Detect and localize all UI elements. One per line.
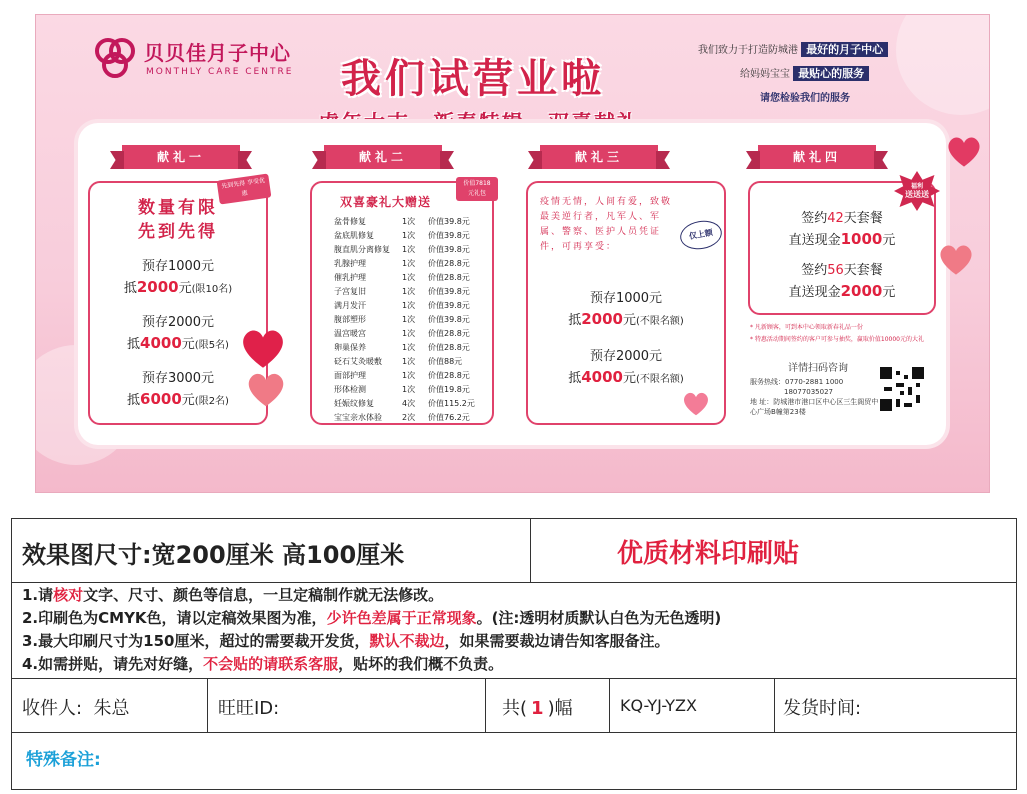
slogan-line-3: 请您检验我们的服务 <box>760 93 850 104</box>
card-4-package-2-cash <box>750 281 934 300</box>
card-4-note-1: * 凡新顾客，可到本中心领取新春礼品一份 <box>750 324 863 331</box>
rule-3 <box>22 629 669 653</box>
rules-cell <box>12 583 1016 679</box>
gift-value: 价值39.8元 <box>428 315 470 324</box>
card-3-tier-1-deduct <box>528 309 724 328</box>
deduct-label: 抵 <box>123 281 137 296</box>
deduct-amount: 4000 <box>140 334 182 352</box>
deduct-limit: (不限名额) <box>635 374 684 385</box>
gift-value: 价值19.8元 <box>428 385 470 394</box>
special-note-label: 特殊备注: <box>26 750 101 770</box>
brand-logo-icon <box>92 35 138 81</box>
deduct-unit: 元 <box>622 371 636 386</box>
cash-pre: 直送现金 <box>788 285 841 300</box>
gift-row <box>334 285 484 299</box>
package-days: 42 <box>827 211 844 226</box>
card-3-tier-2-prestore: 预存2000元 <box>589 349 663 364</box>
card-4-burst-text: 送送送 <box>905 190 929 199</box>
rule-2 <box>22 606 721 630</box>
deduct-label: 抵 <box>568 313 582 328</box>
size-value: 宽200厘米 高100厘米 <box>151 541 405 569</box>
brand-english-name: MONTHLY CARE CENTRE <box>146 67 294 77</box>
gift-value: 价值28.8元 <box>428 343 470 352</box>
product-code: KQ-YJ-YZX <box>620 696 697 715</box>
card-1-tier-2-prestore: 预存2000元 <box>141 315 215 330</box>
heart-balloon-icon <box>246 371 286 409</box>
poster-artwork <box>35 14 990 493</box>
cash-amount: 1000 <box>840 230 883 248</box>
gift-count: 1次 <box>402 371 416 380</box>
value-badge-amount: 价值7818 <box>463 180 491 187</box>
rule-1 <box>22 583 443 607</box>
slogan-1-highlight: 最好的月子中心 <box>801 42 888 57</box>
deduct-label: 抵 <box>127 337 141 352</box>
deduct-amount: 4000 <box>581 368 623 386</box>
card-3-tier-1-prestore: 预存1000元 <box>589 291 663 306</box>
count-pre: 共( <box>502 698 528 719</box>
gift-row <box>334 411 484 425</box>
gift-row <box>334 299 484 313</box>
gift-name: 宝宝亲水体验 <box>334 413 382 422</box>
card-3-text: 疫情无情，人间有爱，致敬最美逆行者，凡军人、军属、警察、医护人员凭证件，可再享受： <box>540 197 673 252</box>
gift-row <box>334 327 484 341</box>
card-3-tier-2-deduct <box>528 367 724 386</box>
qr-code-icon <box>880 367 924 411</box>
deduct-amount: 2000 <box>136 278 179 296</box>
gift-count: 1次 <box>402 245 416 254</box>
gift-count: 1次 <box>402 259 416 268</box>
recipient <box>22 694 130 720</box>
gift-value: 价值28.8元 <box>428 371 470 380</box>
wangwang-cell <box>208 679 486 733</box>
gift-value: 价值39.8元 <box>428 217 470 226</box>
gift-count: 1次 <box>402 273 416 282</box>
spec-table <box>11 518 1017 790</box>
slogan-2-highlight: 最贴心的服务 <box>793 66 869 81</box>
gift-name: 形体检测 <box>334 385 366 394</box>
ribbon-gift-3: 献礼三 <box>540 145 658 169</box>
deduct-limit: (不限名额) <box>635 316 684 327</box>
gift-name: 催乳护理 <box>334 273 366 282</box>
gift-value: 价值88元 <box>428 357 463 366</box>
package-days: 56 <box>827 263 844 278</box>
address: 防城港市港口区中心区三生阁贸中心广场B幢第23楼 <box>750 398 879 416</box>
gift-row <box>334 313 484 327</box>
size-label: 效果图尺寸: <box>22 541 152 569</box>
rule-highlight: 核对 <box>53 586 84 604</box>
gift-value: 价值28.8元 <box>428 259 470 268</box>
rule-4 <box>22 652 503 676</box>
heart-balloon-icon <box>938 243 974 277</box>
count-cell <box>486 679 610 733</box>
phone-2: 18077035027 <box>784 388 833 396</box>
gift-card-1 <box>88 177 268 425</box>
rule-text: ，如果需要裁边请告知客服备注。 <box>444 632 670 650</box>
ribbon-gift-2: 献礼二 <box>324 145 442 169</box>
ribbon-gift-1: 献礼一 <box>122 145 240 169</box>
gift-row <box>334 369 484 383</box>
address-label: 地 址： <box>750 398 774 406</box>
card-2-headline: 双喜豪礼大赠送 <box>340 195 432 209</box>
gift-row <box>334 341 484 355</box>
gift-row <box>334 355 484 369</box>
card-3-stamp: 仅上额 <box>678 218 724 253</box>
gift-value: 价值39.8元 <box>428 231 470 240</box>
recipient-cell <box>12 679 208 733</box>
card-4-package-1-sign <box>750 207 934 226</box>
material-cell <box>531 519 1016 583</box>
size-cell <box>12 519 531 583</box>
gift-value: 价值39.8元 <box>428 245 470 254</box>
card-1-headline-1: 数量有限 <box>138 198 218 218</box>
gift-row <box>334 271 484 285</box>
gift-name: 满月发汗 <box>334 301 366 310</box>
deduct-unit: 元 <box>181 337 195 352</box>
gift-value: 价值28.8元 <box>428 273 470 282</box>
size-text <box>22 535 404 570</box>
gift-value: 价值28.8元 <box>428 329 470 338</box>
gift-count: 2次 <box>402 413 416 422</box>
card-4-note-2: * 特惠活动期间签约的客户可参与抽奖，赢取价值10000元的大礼 <box>750 336 924 343</box>
gift-list <box>334 215 484 427</box>
gift-count: 1次 <box>402 231 416 240</box>
cash-unit: 元 <box>882 285 896 300</box>
rule-text: 。(注:透明材质默认白色为无色透明) <box>476 609 722 627</box>
gift-count: 1次 <box>402 217 416 226</box>
heart-balloon-icon <box>946 135 982 169</box>
gift-count: 1次 <box>402 343 416 352</box>
card-2-value-badge <box>456 177 498 201</box>
cash-unit: 元 <box>882 233 896 248</box>
special-note-cell <box>12 733 1016 789</box>
rule-text: 文字、尺寸、颜色等信息，一旦定稿制作就无法修改。 <box>83 586 444 604</box>
code-cell <box>610 679 775 733</box>
gift-name: 面部护理 <box>334 371 366 380</box>
rule-text: ，贴坏的我们概不负责。 <box>338 655 504 673</box>
sign-post: 天套餐 <box>843 211 883 226</box>
gift-row <box>334 383 484 397</box>
deduct-label: 抵 <box>127 393 141 408</box>
deduct-amount: 6000 <box>140 390 182 408</box>
count <box>502 694 573 720</box>
deduct-unit: 元 <box>178 281 192 296</box>
gift-name: 卵巢保养 <box>334 343 366 352</box>
phone-1: 0770-2881 1000 <box>785 378 844 386</box>
gift-value: 价值76.2元 <box>428 413 470 422</box>
deduct-limit: (限10名) <box>191 284 233 295</box>
value-badge-sub: 元礼包 <box>467 190 486 197</box>
cash-amount: 2000 <box>840 282 883 300</box>
offers-board <box>78 123 946 445</box>
deduct-limit: (限5名) <box>194 340 229 351</box>
gift-count: 4次 <box>402 399 416 408</box>
gift-name: 盆骨修复 <box>334 217 366 226</box>
qr-label: 详情扫码咨询 <box>788 363 848 374</box>
card-4-package-2-sign <box>750 259 934 278</box>
gift-row <box>334 229 484 243</box>
gift-name: 腹直肌分离修复 <box>334 245 390 254</box>
slogan-line-1 <box>698 41 888 57</box>
gift-count: 1次 <box>402 315 416 324</box>
gift-count: 1次 <box>402 301 416 310</box>
rule-text: 1.请 <box>22 586 54 604</box>
gift-name: 砭石艾灸暖敷 <box>334 357 382 366</box>
slogan-line-2 <box>740 65 869 81</box>
gift-row <box>334 397 484 411</box>
rule-highlight: 少许色差属于正常现象 <box>326 609 477 627</box>
sign-pre: 签约 <box>801 211 828 226</box>
phone-label: 服务热线： <box>750 378 785 386</box>
gift-name: 腹部塑形 <box>334 315 366 324</box>
sign-post: 天套餐 <box>843 263 883 278</box>
gift-name: 妊娠纹修复 <box>334 399 374 408</box>
sign-pre: 签约 <box>801 263 828 278</box>
heart-icon <box>682 391 710 417</box>
rule-text: 3.最大印刷尺寸为150厘米，超过的需要裁开发货， <box>22 632 370 650</box>
gift-card-3 <box>526 181 726 425</box>
gift-count: 1次 <box>402 357 416 366</box>
recipient-label: 收件人: <box>22 698 83 719</box>
gift-name: 子宫复旧 <box>334 287 366 296</box>
card-4-package-1-cash <box>750 229 934 248</box>
card-1-tier-3-prestore: 预存3000元 <box>141 371 215 386</box>
rule-text: 4.如需拼贴，请先对好缝， <box>22 655 204 673</box>
deduct-label: 抵 <box>568 371 582 386</box>
poster-title: 我们试营业啦 <box>341 56 605 102</box>
material-text: 优质材料印刷贴 <box>617 539 800 569</box>
card-1-tier-1-deduct <box>90 277 266 296</box>
gift-name: 温宫暖宫 <box>334 329 366 338</box>
cash-pre: 直送现金 <box>788 233 841 248</box>
gift-count: 1次 <box>402 385 416 394</box>
heart-balloon-icon <box>240 327 286 371</box>
ship-time-label: 发货时间: <box>783 698 862 719</box>
gift-card-2 <box>310 181 494 425</box>
card-4-burst-top: 福利 <box>910 183 923 190</box>
ribbon-gift-4: 献礼四 <box>758 145 876 169</box>
gift-name: 乳腺护理 <box>334 259 366 268</box>
decor-bubble <box>896 14 990 115</box>
gift-name: 盆底肌修复 <box>334 231 374 240</box>
rule-highlight: 不会贴的请联系客服 <box>203 655 339 673</box>
count-post: )幅 <box>547 698 573 719</box>
card-1-tier-1-prestore: 预存1000元 <box>141 259 215 274</box>
deduct-amount: 2000 <box>581 310 623 328</box>
deduct-limit: (限2名) <box>194 396 229 407</box>
brand-name: 贝贝佳月子中心 <box>144 41 291 65</box>
gift-count: 1次 <box>402 287 416 296</box>
gift-value: 价值39.8元 <box>428 287 470 296</box>
card-1-burst-badge: 先到先得 享受优惠 <box>217 173 272 204</box>
slogan-2-text: 给妈妈宝宝 <box>740 69 790 80</box>
recipient-value: 朱总 <box>93 698 130 719</box>
deduct-unit: 元 <box>622 313 636 328</box>
card-1-tier-3-deduct <box>90 389 266 408</box>
gift-row <box>334 215 484 229</box>
gift-value: 价值39.8元 <box>428 301 470 310</box>
rule-highlight: 默认不裁边 <box>369 632 445 650</box>
rule-text: 2.印刷色为CMYK色，请以定稿效果图为准， <box>22 609 327 627</box>
deduct-unit: 元 <box>181 393 195 408</box>
gift-row <box>334 257 484 271</box>
count-value: 1 <box>531 698 544 719</box>
contact-info <box>750 377 880 417</box>
gift-row <box>334 243 484 257</box>
card-1-headline-2: 先到先得 <box>138 222 218 242</box>
ship-cell <box>775 679 1016 733</box>
gift-card-4 <box>748 181 936 315</box>
gift-count: 1次 <box>402 329 416 338</box>
wangwang-label: 旺旺ID: <box>218 698 280 719</box>
gift-value: 价值115.2元 <box>428 399 475 408</box>
slogan-1-text: 我们致力于打造防城港 <box>698 45 798 56</box>
